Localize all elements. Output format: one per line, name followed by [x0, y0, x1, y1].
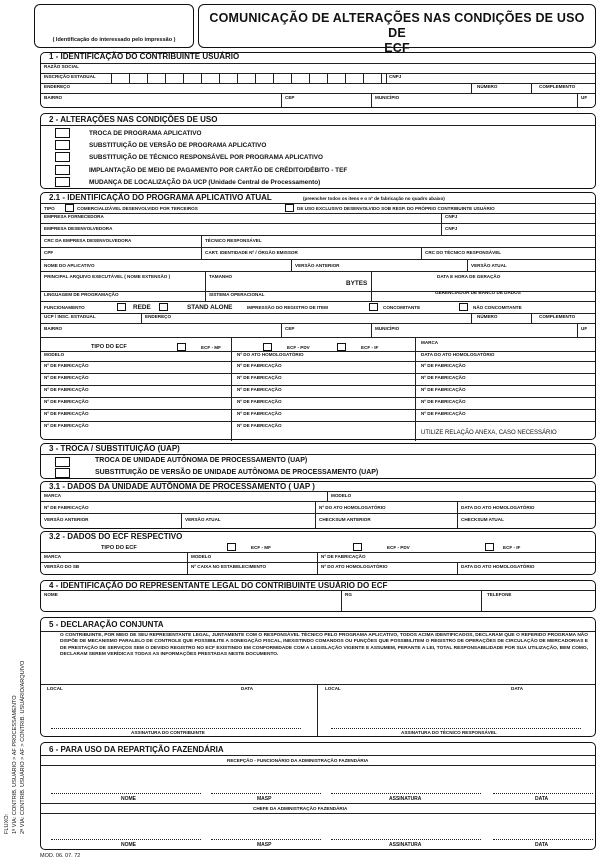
fab-label-6a: Nº DE FABRICAÇÃO — [44, 423, 89, 428]
uap-ato-label: Nº DO ATO HOMOLOGATÓRIO — [319, 505, 386, 510]
uap-versao-atual-label: VERSÃO ATUAL — [185, 517, 221, 522]
uap-modelo-label: MODELO — [331, 493, 352, 498]
fab-label-2c: Nº DE FABRICAÇÃO — [421, 375, 466, 380]
rede-label: REDE — [133, 304, 151, 311]
stand-alone-checkbox[interactable] — [159, 303, 168, 311]
s32-ecf-if-checkbox[interactable] — [485, 543, 494, 551]
local-label-left: LOCAL — [47, 686, 63, 691]
complemento-label: COMPLEMENTO — [539, 84, 576, 89]
stand-alone-label: STAND ALONE — [187, 304, 233, 311]
versao-atual-label: VERSÃO ATUAL — [471, 263, 507, 268]
uap-checksum-anterior-label: CHECKSUM ANTERIOR — [319, 517, 371, 522]
recepcao-data-label: DATA — [535, 796, 549, 802]
uap-swap-label: TROCA DE UNIDADE AUTÔNOMA DE PROCESSAMENTO (UAP) — [95, 457, 308, 464]
cnpj-label: CNPJ — [389, 74, 402, 79]
s32-ecf-pdv-checkbox[interactable] — [353, 543, 362, 551]
fab-label-6b: Nº DE FABRICAÇÃO — [237, 423, 282, 428]
s32-ecf-mf-checkbox[interactable] — [227, 543, 236, 551]
data-label-right: DATA — [511, 686, 524, 691]
fab-label-1a: Nº DE FABRICAÇÃO — [44, 363, 89, 368]
s32-ecf-if-label: ECF - IF — [503, 545, 521, 550]
recepcao-label: RECEPÇÃO - FUNCIONÁRIO DA ADMINISTRAÇÃO FAZENDÁRIA — [227, 758, 369, 763]
change-checkbox-4[interactable] — [55, 165, 70, 175]
funcionamento-label: FUNCIONAMENTO — [44, 305, 85, 310]
tipo-ecf-label: TIPO DO ECF — [91, 344, 127, 350]
section-taxpayer-identification — [40, 52, 596, 108]
fab-label-1b: Nº DE FABRICAÇÃO — [237, 363, 282, 368]
ucp-complemento-label: COMPLEMENTO — [539, 314, 576, 319]
uap-versao-anterior-label: VERSÃO ANTERIOR — [44, 517, 89, 522]
section-uap-swap — [40, 443, 596, 479]
uap-data-ato-label: DATA DO ATO HOMOLOGATÓRIO — [461, 505, 535, 510]
concomitante-checkbox[interactable] — [369, 303, 378, 311]
section-current-application — [40, 192, 596, 440]
s32-ato-label: Nº DO ATO HOMOLOGATÓRIO — [321, 564, 388, 569]
recepcao-nome-label: NOME — [121, 796, 136, 802]
cnpj-fornecedora-label: CNPJ — [445, 214, 458, 219]
cpf-label: CPF — [44, 250, 54, 255]
section-4-title: 4 - IDENTIFICAÇÃO DO REPRESENTANTE LEGAL DO CONTRIBUINTE USUÁRIO DO ECF — [49, 581, 388, 590]
fab-label-4b: Nº DE FABRICAÇÃO — [237, 399, 282, 404]
form-title-line2: ECF — [384, 41, 410, 55]
fab-label-5a: Nº DE FABRICAÇÃO — [44, 411, 89, 416]
section-2-1-note: (preencher todos os itens e o nº de fabricação no quadro abaixo) — [303, 196, 445, 201]
utilize-relacao-note: UTILIZE RELAÇÃO ANEXA, CASO NECESSÁRIO — [421, 430, 557, 436]
empresa-fornecedora-label: EMPRESA FORNECEDORA — [44, 214, 104, 219]
change-label-5: MUDANÇA DE LOCALIZAÇÃO DA UCP (Unidade Central de Processamento) — [89, 179, 321, 186]
ucp-label: UCP / INSC. ESTADUAL — [44, 314, 96, 319]
recepcao-assinatura-label: ASSINATURA — [389, 796, 422, 802]
ecf-if-label: ECF - IF — [361, 345, 379, 350]
gerenciador-label: GERENCIADOR DE BANCO DE DADOS — [435, 290, 521, 295]
municipio-label: MUNICÍPIO — [375, 95, 400, 100]
change-checkbox-2[interactable] — [55, 140, 70, 150]
chefe-masp-label: MASP — [257, 842, 272, 848]
ucp-bairro-label: BAIRRO — [44, 326, 63, 331]
tipo-label: TIPO — [44, 206, 55, 211]
tecnico-label: TÉCNICO RESPONSÁVEL — [205, 238, 262, 243]
fab-label-2b: Nº DE FABRICAÇÃO — [237, 375, 282, 380]
section-legal-representative — [40, 580, 596, 612]
s32-data-ato-label: DATA DO ATO HOMOLOGATÓRIO — [461, 564, 535, 569]
data-hora-label: DATA E HORA DE GERAÇÃO — [437, 274, 501, 279]
ucp-numero-label: NÚMERO — [477, 314, 498, 319]
form-title — [198, 4, 596, 55]
flow-label: FLUXO: — [4, 813, 10, 834]
tamanho-label: TAMANHO — [209, 274, 233, 279]
section-1-title: 1 - IDENTIFICAÇÃO DO CONTRIBUINTE USUÁRIO — [49, 52, 240, 61]
data-ato-label: DATA DO ATO HOMOLOGATÓRIO — [421, 352, 495, 357]
section-2-title: 2 - ALTERAÇÕES NAS CONDIÇÕES DE USO — [49, 115, 218, 124]
section-2-1-title: 2.1 - IDENTIFICAÇÃO DO PROGRAMA APLICATIVO ATUAL — [49, 193, 272, 202]
section-6-title: 6 - PARA USO DA REPARTIÇÃO FAZENDÁRIA — [49, 745, 224, 754]
ie-label: INSCRIÇÃO ESTADUAL — [44, 74, 96, 79]
nome-aplicativo-label: NOME DO APLICATIVO — [44, 263, 95, 268]
s32-ecf-mf-label: ECF - MF — [251, 545, 271, 550]
sistema-label: SISTEMA OPERACIONAL — [209, 292, 265, 297]
fab-label-2a: Nº DE FABRICAÇÃO — [44, 375, 89, 380]
fab-label-4a: Nº DE FABRICAÇÃO — [44, 399, 89, 404]
bytes-label: BYTES — [346, 280, 368, 287]
nao-concomitante-checkbox[interactable] — [459, 303, 468, 311]
marca-label: MARCA — [421, 340, 439, 345]
cnpj-desenvolvedora-label: CNPJ — [445, 226, 458, 231]
ucp-endereco-label: ENDEREÇO — [145, 314, 172, 319]
chefe-data-label: DATA — [535, 842, 549, 848]
change-label-3: SUBSTITUIÇÃO DE TÉCNICO RESPONSÁVEL POR PROGRAMA APLICATIVO — [89, 154, 323, 161]
bairro-label: BAIRRO — [44, 95, 63, 100]
ucp-cep-label: CEP — [285, 326, 295, 331]
s32-marca-label: MARCA — [44, 554, 62, 559]
identidade-label: CART. IDENTIDADE Nº / ÓRGÃO EMISSOR — [205, 250, 298, 255]
fab-label-5c: Nº DE FABRICAÇÃO — [421, 411, 466, 416]
change-label-1: TROCA DE PROGRAMA APLICATIVO — [89, 130, 202, 137]
flow-copy-2: 2ª VIA: CONTRIB. USUÁRIO > AF > CONTRIB. USUÁRIO/ARQUIVO — [20, 660, 26, 834]
rep-rg-label: RG — [345, 592, 352, 597]
uf-label: UF — [581, 95, 588, 100]
ecf-mf-checkbox[interactable] — [177, 343, 186, 351]
s32-caixa-label: Nº CAIXA NO ESTABELECIMENTO — [191, 564, 267, 569]
versao-anterior-label: VERSÃO ANTERIOR — [295, 263, 340, 268]
uap-fab-label: Nº DE FABRICAÇÃO — [44, 505, 89, 510]
cep-label: CEP — [285, 95, 295, 100]
principal-arquivo-label: PRINCIPAL ARQUIVO EXECUTÁVEL ( NOME EXTENSÃO ) — [44, 274, 171, 279]
chefe-label: CHEFE DA ADMINISTRAÇÃO FAZENDÁRIA — [253, 806, 348, 811]
ecf-pdv-checkbox[interactable] — [263, 343, 272, 351]
recepcao-masp-label: MASP — [257, 796, 272, 802]
ucp-uf-label: UF — [581, 326, 588, 331]
change-checkbox-3[interactable] — [55, 152, 70, 162]
requester-id-box — [34, 4, 194, 48]
section-3-title: 3 - TROCA / SUBSTITUIÇÃO (UAP) — [49, 444, 180, 453]
change-label-4: IMPLANTAÇÃO DE MEIO DE PAGAMENTO POR CARTÃO DE CRÉDITO/DÉBITO - TEF — [89, 167, 348, 174]
endereco-label: ENDEREÇO — [44, 84, 71, 89]
s32-ecf-pdv-label: ECF - PDV — [387, 545, 410, 550]
s32-versao-sb-label: VERSÃO DO SB — [44, 564, 80, 569]
modelo-label: MODELO — [44, 352, 65, 357]
section-uap-data — [40, 481, 596, 529]
tipo-exclusivo-checkbox[interactable] — [285, 204, 294, 212]
ecf-mf-label: ECF - MF — [201, 345, 221, 350]
data-label-left: DATA — [241, 686, 254, 691]
s32-fab-label: Nº DE FABRICAÇÃO — [321, 554, 366, 559]
uap-version-label: SUBSTITUIÇÃO DE VERSÃO DE UNIDADE AUTÔNOMA DE PROCESSAMENTO (UAP) — [95, 469, 379, 476]
form-title-line1: COMUNICAÇÃO DE ALTERAÇÕES NAS CONDIÇÕES DE USO DE — [209, 11, 585, 40]
razao-social-label: RAZÃO SOCIAL — [44, 64, 79, 69]
ass-tecnico-label: ASSINATURA DO TÉCNICO RESPONSÁVEL — [401, 730, 497, 735]
crc-tecnico-label: CRC DO TÉCNICO RESPONSÁVEL — [425, 250, 502, 255]
ato-label: Nº DO ATO HOMOLOGATÓRIO — [237, 352, 304, 357]
fab-label-1c: Nº DE FABRICAÇÃO — [421, 363, 466, 368]
declaration-text: O CONTRIBUINTE, POR MEIO DE SEU REPRESENTANTE LEGAL, JUNTAMENTE COM O RESPONSÁVEL TÉCNICO PELO PROGRAMA APLICATIVO, TODOS ACIMA IDENTIFICADOS, DECLARAM QUE O REFERIDO PROGRAMA NÃO DISPÕE DE MECANISMO PARALELO DE CONTROLE QUE POSSIBILITE A SONEGAÇÃO FISCAL, INEXISTINDO COMANDOS OU FUNÇÕES QUE POSSIBILITEM O REGISTRO DE OPERAÇÕES DE CIRCULAÇÃO DE MERCADORIAS E DE PRESTAÇÃO DE SERVIÇOS SEM O DEVIDO REGISTRO NO ECF EXISTINDO EM CONFORMIDADE COM A LEGISLAÇÃO VIGENTE E ASSUMEM, PERANTE A LEI, TOTAL RESPONSABILIDADE POR SUA UTILIZAÇÃO, BEM COMO, DECLARAM SEREM VERÍDICAS TODAS AS INFORMAÇÕES PRESTADAS NESTE DOCUMENTO. — [60, 633, 588, 657]
chefe-nome-label: NOME — [121, 842, 136, 848]
empresa-desenvolvedora-label: EMPRESA DESENVOLVEDORA — [44, 226, 113, 231]
crc-empresa-label: CRC DA EMPRESA DESENVOLVEDORA — [44, 238, 132, 243]
uap-swap-checkbox[interactable] — [55, 457, 70, 467]
tipo-terceiros-checkbox[interactable] — [65, 204, 74, 212]
impressao-label: IMPRESSÃO DO REGISTRO DE ITEM — [247, 305, 328, 310]
ecf-pdv-label: ECF - PDV — [287, 345, 310, 350]
tipo-exclusivo-label: DE USO EXCLUSIVO DESENVOLVIDO SOB RESP. DO PRÓPRIO CONTRIBUINTE USUÁRIO — [297, 206, 495, 211]
nao-concomitante-label: NÃO CONCOMITANTE — [473, 305, 522, 310]
section-3-2-title: 3.2 - DADOS DO ECF RESPECTIVO — [49, 532, 183, 541]
change-label-2: SUBSTITUIÇÃO DE VERSÃO DE PROGRAMA APLICATIVO — [89, 142, 267, 149]
s32-modelo-label: MODELO — [191, 554, 212, 559]
rep-telefone-label: TELEFONE — [487, 592, 512, 597]
fab-label-3c: Nº DE FABRICAÇÃO — [421, 387, 466, 392]
linguagem-label: LINGUAGEM DE PROGRAMAÇÃO — [44, 292, 119, 297]
flow-copy-1: 1ª VIA: CONTRIB. USUÁRIO > AF PROCESSAMENTO — [12, 695, 18, 834]
fab-label-3a: Nº DE FABRICAÇÃO — [44, 387, 89, 392]
section-3-1-title: 3.1 - DADOS DA UNIDADE AUTÔNOMA DE PROCESSAMENTO ( UAP ) — [49, 482, 315, 491]
numero-label: NÚMERO — [477, 84, 498, 89]
s32-tipo-ecf-label: TIPO DO ECF — [101, 545, 137, 551]
change-checkbox-5[interactable] — [55, 177, 70, 187]
section-tax-office — [40, 742, 596, 850]
section-ecf-data — [40, 531, 596, 575]
ass-contribuinte-label: ASSINATURA DO CONTRIBUINTE — [131, 730, 205, 735]
fab-label-5b: Nº DE FABRICAÇÃO — [237, 411, 282, 416]
uap-version-checkbox[interactable] — [55, 468, 70, 478]
form-model-number: MOD. 06. 07. 72 — [40, 853, 81, 859]
section-changes — [40, 113, 596, 189]
ucp-municipio-label: MUNICÍPIO — [375, 326, 400, 331]
fab-label-3b: Nº DE FABRICAÇÃO — [237, 387, 282, 392]
rep-nome-label: NOME — [44, 592, 58, 597]
concomitante-label: CONCOMITANTE — [383, 305, 421, 310]
tipo-terceiros-label: COMERCIALIZÁVEL DESENVOLVIDO POR TERCEIROS — [77, 206, 198, 211]
ecf-if-checkbox[interactable] — [337, 343, 346, 351]
section-5-title: 5 - DECLARAÇÃO CONJUNTA — [49, 620, 164, 629]
fab-label-4c: Nº DE FABRICAÇÃO — [421, 399, 466, 404]
rede-checkbox[interactable] — [117, 303, 126, 311]
requester-id-label: ( Identificação do interessado pelo impressão ) — [52, 37, 176, 43]
chefe-assinatura-label: ASSINATURA — [389, 842, 422, 848]
local-label-right: LOCAL — [325, 686, 341, 691]
uap-marca-label: MARCA — [44, 493, 62, 498]
change-checkbox-1[interactable] — [55, 128, 70, 138]
uap-checksum-atual-label: CHECKSUM ATUAL — [461, 517, 504, 522]
